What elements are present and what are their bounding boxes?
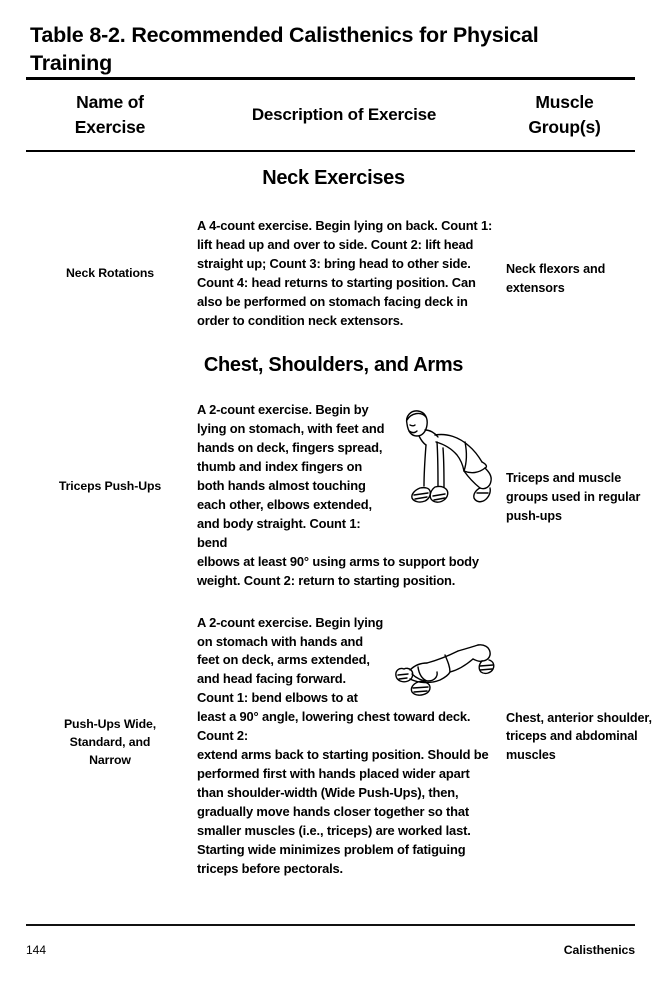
section-heading-chest-shoulders-arms: Chest, Shoulders, and Arms	[203, 353, 464, 376]
table-row	[26, 217, 635, 331]
exercise-description	[194, 401, 494, 591]
rule-above-footer	[26, 924, 635, 926]
exercise-name	[26, 614, 194, 770]
exercise-muscle-group: Neck flexors and extensors	[506, 262, 606, 295]
exercise-description-part1: A 2-count exercise. Begin lying on stomach with hands and feet on deck, arms extended, and head facing forward. Count 1: bend elbows to at least a 90° angle, lowering chest toward deck. Count 2:	[197, 614, 471, 744]
push-up-down-position-figure	[390, 622, 500, 702]
footer-chapter-label: Calisthenics	[563, 943, 635, 957]
push-up-up-position-figure	[395, 402, 498, 520]
page-title: Table 8-2. Recommended Calisthenics for Physical Training	[30, 23, 539, 75]
table-row	[26, 614, 652, 880]
exercise-name-line3: Narrow	[89, 753, 131, 768]
column-header-description: Description of Exercise	[251, 104, 437, 124]
column-header-muscle-group	[494, 90, 635, 140]
page-number: 144	[26, 943, 47, 957]
exercise-description-part1: A 2-count exercise. Begin by lying on stomach, with feet and hands on deck, fingers spread, thumb and index fingers on both hands almost touching each other, elbows extended, and body straight. Count 1: bend	[197, 401, 385, 550]
page-footer	[26, 924, 635, 957]
footer-row	[26, 943, 635, 957]
table-row	[26, 401, 641, 591]
column-header-name-line1: Name of	[76, 92, 144, 113]
section-heading-neck-exercises: Neck Exercises	[262, 167, 405, 190]
exercise-name: Neck Rotations	[65, 266, 155, 281]
column-header-muscle-line1: Muscle	[535, 92, 594, 113]
column-header-name-line2: Exercise	[74, 117, 146, 138]
exercise-name-line1: Push-Ups Wide,	[63, 716, 157, 731]
exercise-description-part2: extend arms back to starting position. Should be performed first with hands placed wider apart than shoulder-width (Wide Push-Ups), then, gradually move hands closer together so that smaller muscles (i.e., triceps) are worked last. Starting wide minimizes problem of fatiguing triceps before pectorals.	[197, 747, 489, 877]
exercise-muscle-group: Triceps and muscle groups used in regular push-ups	[506, 470, 641, 523]
exercise-name-line2: Standard, and	[69, 734, 151, 749]
exercise-description: A 4-count exercise. Begin lying on back. Count 1: lift head up and over to side. Count 2: lift head straight up; Count 3: bring head to other side. Count 4: head returns to starting position. Can also be performed on stomach facing deck in order to condition neck extensors.	[197, 218, 493, 328]
exercise-description-part2: elbows at least 90° using arms to support body weight. Count 2: return to starting position.	[197, 553, 479, 588]
column-header-name	[26, 90, 194, 140]
exercise-name: Triceps Push-Ups	[58, 478, 162, 493]
column-header-muscle-line2: Group(s)	[528, 117, 601, 138]
exercise-description	[194, 614, 494, 880]
table-header-row	[26, 80, 635, 150]
exercise-muscle-group: Chest, anterior shoulder, triceps and abdominal muscles	[506, 710, 652, 763]
